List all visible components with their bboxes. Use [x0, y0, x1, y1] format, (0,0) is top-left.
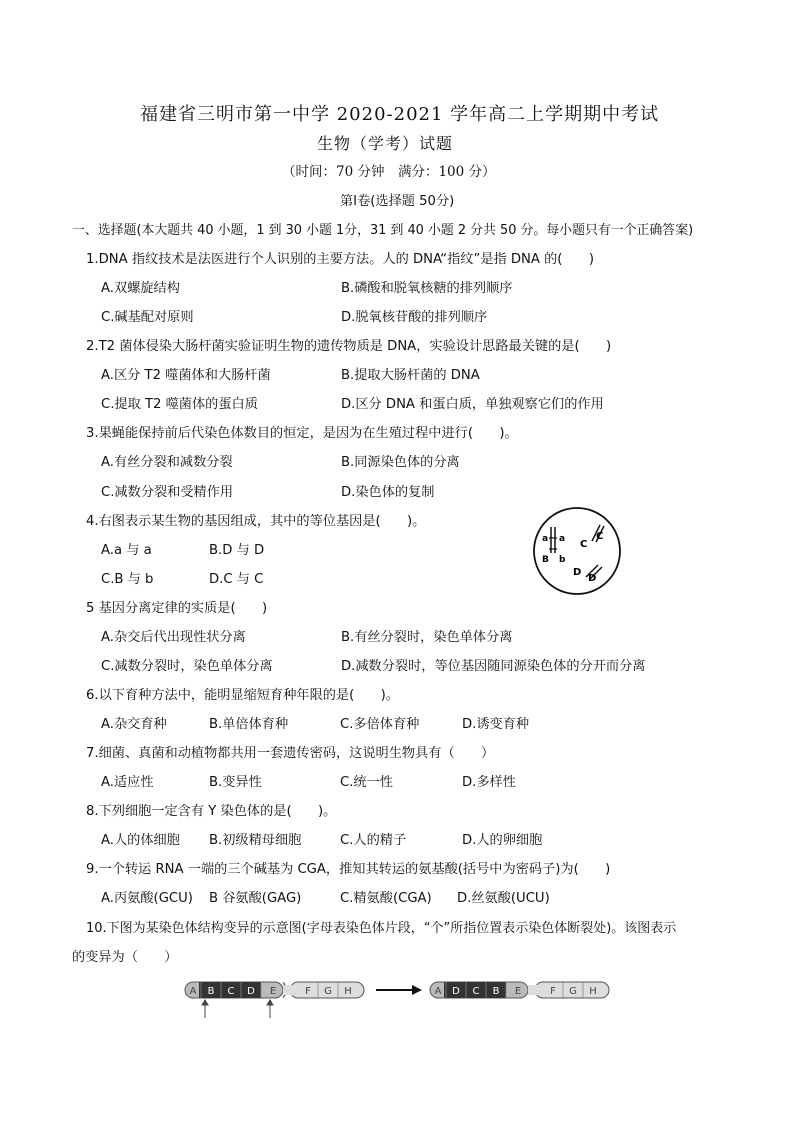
segment-F: F — [550, 986, 556, 997]
option-b: B 谷氨酸(GAG) — [209, 891, 302, 906]
option-b: B.有丝分裂时，染色单体分离 — [341, 630, 513, 645]
option-a: A.a 与 a — [101, 543, 152, 558]
option-b: B.D 与 D — [209, 543, 265, 558]
segment-A: A — [434, 986, 442, 997]
question-stem: 1.DNA 指纹技术是法医进行个人识别的主要方法。人的 DNA“指纹”是指 DNA 的( ) — [86, 252, 594, 267]
volume-heading: 第Ⅰ卷(选择题 50分) — [340, 194, 455, 209]
option-d: D.C 与 C — [209, 572, 264, 587]
gene-composition-figure — [530, 505, 626, 597]
option-d: D.人的卵细胞 — [462, 833, 543, 848]
chromosome-inversion-figure — [180, 975, 620, 1020]
option-b: B.初级精母细胞 — [209, 833, 302, 848]
gene-label-a1: a — [542, 534, 549, 544]
question-stem: 8.下列细胞一定含有 Y 染色体的是( )。 — [86, 804, 337, 819]
option-b: B.单倍体育种 — [209, 717, 289, 732]
option-a: A.双螺旋结构 — [101, 281, 180, 296]
segment-G: G — [569, 986, 577, 997]
chromosome-before — [185, 982, 364, 1018]
gene-label-b: b — [559, 555, 566, 565]
question-stem-continued: 的变异为（ ） — [72, 950, 178, 965]
time-info: （时间：70 分钟 满分：100 分） — [282, 164, 496, 180]
segment-D: D — [247, 986, 255, 997]
option-c: C.统一性 — [340, 775, 393, 790]
segment-G: G — [324, 986, 332, 997]
document-subtitle: 生物（学考）试题 — [317, 134, 454, 153]
question-stem: 5 基因分离定律的实质是( ) — [86, 601, 268, 616]
option-c: C.减数分裂时，染色单体分离 — [101, 659, 273, 674]
option-d: D.多样性 — [462, 775, 516, 790]
gene-label-B: B — [542, 555, 549, 565]
gene-label-C1: C — [580, 539, 588, 550]
segment-E: E — [514, 986, 522, 997]
segment-C: C — [472, 986, 480, 997]
option-c: C.人的精子 — [340, 833, 407, 848]
segment-B: B — [492, 986, 500, 997]
option-d: D.区分 DNA 和蛋白质，单独观察它们的作用 — [341, 397, 604, 412]
option-a: A.人的体细胞 — [101, 833, 180, 848]
option-c: C.精氨酸(CGA) — [340, 891, 432, 906]
option-a: A.区分 T2 噬菌体和大肠杆菌 — [101, 368, 271, 383]
document-title: 福建省三明市第一中学 2020-2021 学年高二上学期期中考试 — [140, 104, 660, 125]
option-a: A.杂交育种 — [101, 717, 167, 732]
option-c: C.B 与 b — [101, 572, 154, 587]
chromosome-after — [430, 982, 609, 998]
option-d: D.丝氨酸(UCU) — [457, 891, 550, 906]
segment-H: H — [589, 986, 597, 997]
option-c: C.减数分裂和受精作用 — [101, 485, 234, 500]
option-a: A.适应性 — [101, 775, 154, 790]
segment-A: A — [189, 986, 197, 997]
option-c: C.碱基配对原则 — [101, 310, 194, 325]
option-a: A.丙氨酸(GCU) — [101, 891, 193, 906]
segment-B: B — [207, 986, 215, 997]
segment-C: C — [227, 986, 235, 997]
question-stem: 3.果蝇能保持前后代染色体数目的恒定，是因为在生殖过程中进行( )。 — [86, 426, 518, 441]
gene-label-a2: a — [559, 534, 566, 544]
transform-arrow-icon — [376, 985, 422, 995]
segment-H: H — [344, 986, 352, 997]
option-d: D.脱氧核苷酸的排列顺序 — [341, 310, 488, 325]
option-d: D.诱变育种 — [462, 717, 530, 732]
option-d: D.减数分裂时，等位基因随同源染色体的分开而分离 — [341, 659, 646, 674]
option-b: B.同源染色体的分离 — [341, 455, 460, 470]
segment-F: F — [305, 986, 311, 997]
gene-label-D1: D — [573, 567, 582, 578]
option-a: A.杂交后代出现性状分离 — [101, 630, 246, 645]
option-c: C.多倍体育种 — [340, 717, 420, 732]
gene-label-C2: C — [596, 531, 604, 542]
segment-D: D — [452, 986, 460, 997]
question-stem: 4.右图表示某生物的基因组成，其中的等位基因是( )。 — [86, 514, 426, 529]
section-instructions: 一、选择题(本大题共 40 小题，1 到 30 小题 1分，31 到 40 小题 2 分共 50 分。每小题只有一个正确答案) — [72, 223, 694, 238]
gene-label-D2: D — [588, 573, 597, 584]
option-b: B.提取大肠杆菌的 DNA — [341, 368, 480, 383]
segment-E: E — [269, 986, 277, 997]
question-stem: 6.以下育种方法中，能明显缩短育种年限的是( )。 — [86, 688, 399, 703]
option-d: D.染色体的复制 — [341, 485, 435, 500]
option-a: A.有丝分裂和减数分裂 — [101, 455, 233, 470]
option-b: B.磷酸和脱氧核糖的排列顺序 — [341, 281, 513, 296]
question-stem: 10.下图为某染色体结构变异的示意图(字母表染色体片段，“个”所指位置表示染色体断裂处)。该图表示 — [86, 921, 677, 936]
option-c: C.提取 T2 噬菌体的蛋白质 — [101, 397, 258, 412]
question-stem: 2.T2 菌体侵染大肠杆菌实验证明生物的遗传物质是 DNA，实验设计思路最关键的是( ) — [86, 339, 612, 354]
question-stem: 7.细菌、真菌和动植物都共用一套遗传密码，这说明生物具有（ ） — [86, 746, 495, 761]
question-stem: 9.一个转运 RNA 一端的三个碱基为 CGA，推知其转运的氨基酸(括号中为密码子)为( ) — [86, 862, 611, 877]
option-b: B.变异性 — [209, 775, 262, 790]
